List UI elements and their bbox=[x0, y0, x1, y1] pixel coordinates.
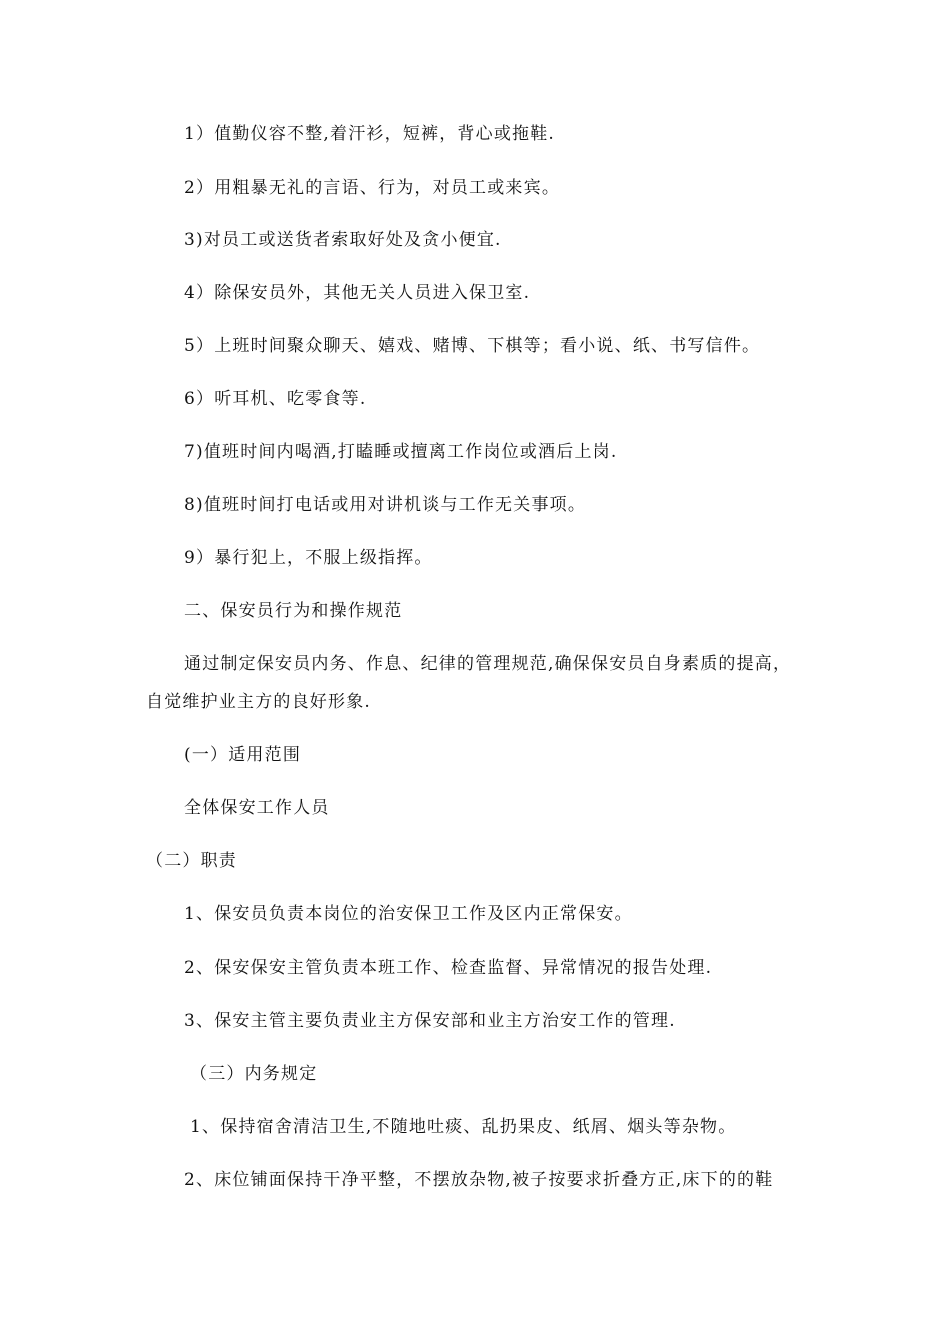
paragraph-line: 1、保持宿舍清洁卫生,不随地吐痰、乱扔果皮、纸屑、烟头等杂物。 bbox=[190, 1117, 737, 1137]
paragraph-line: 通过制定保安员内务、作息、纪律的管理规范,确保保安员自身素质的提高， bbox=[184, 654, 792, 674]
subsection-heading: （二）职责 bbox=[146, 851, 237, 871]
paragraph-line: 全体保安工作人员 bbox=[184, 798, 330, 818]
paragraph-line: 8)值班时间打电话或用对讲机谈与工作无关事项。 bbox=[184, 495, 587, 515]
paragraph-line: 4）除保安员外，其他无关人员进入保卫室. bbox=[184, 283, 531, 303]
subsection-heading: （三）内务规定 bbox=[190, 1064, 318, 1084]
paragraph-line: 7)值班时间内喝酒,打瞌睡或擅离工作岗位或酒后上岗. bbox=[184, 442, 618, 462]
paragraph-line: 5）上班时间聚众聊天、嬉戏、赌博、下棋等；看小说、纸、书写信件。 bbox=[184, 336, 761, 356]
paragraph-line: 自觉维护业主方的良好形象. bbox=[146, 692, 372, 712]
section-heading: 二、保安员行为和操作规范 bbox=[184, 601, 403, 621]
paragraph-line: 2）用粗暴无礼的言语、行为，对员工或来宾。 bbox=[184, 178, 561, 198]
paragraph-line: 3)对员工或送货者索取好处及贪小便宜. bbox=[184, 230, 502, 250]
paragraph-line: 9）暴行犯上，不服上级指挥。 bbox=[184, 548, 433, 568]
paragraph-line: 1）值勤仪容不整,着汗衫，短裤，背心或拖鞋. bbox=[184, 124, 556, 144]
subsection-heading: (一）适用范围 bbox=[184, 745, 302, 765]
paragraph-line: 2、保安保安主管负责本班工作、检查监督、异常情况的报告处理. bbox=[184, 958, 713, 978]
paragraph-line: 2、床位铺面保持干净平整，不摆放杂物,被子按要求折叠方正,床下的的鞋 bbox=[184, 1170, 774, 1190]
paragraph-line: 3、保安主管主要负责业主方保安部和业主方治安工作的管理. bbox=[184, 1011, 676, 1031]
paragraph-line: 6）听耳机、吃零食等. bbox=[184, 389, 367, 409]
paragraph-line: 1、保安员负责本岗位的治安保卫工作及区内正常保安。 bbox=[184, 904, 633, 924]
